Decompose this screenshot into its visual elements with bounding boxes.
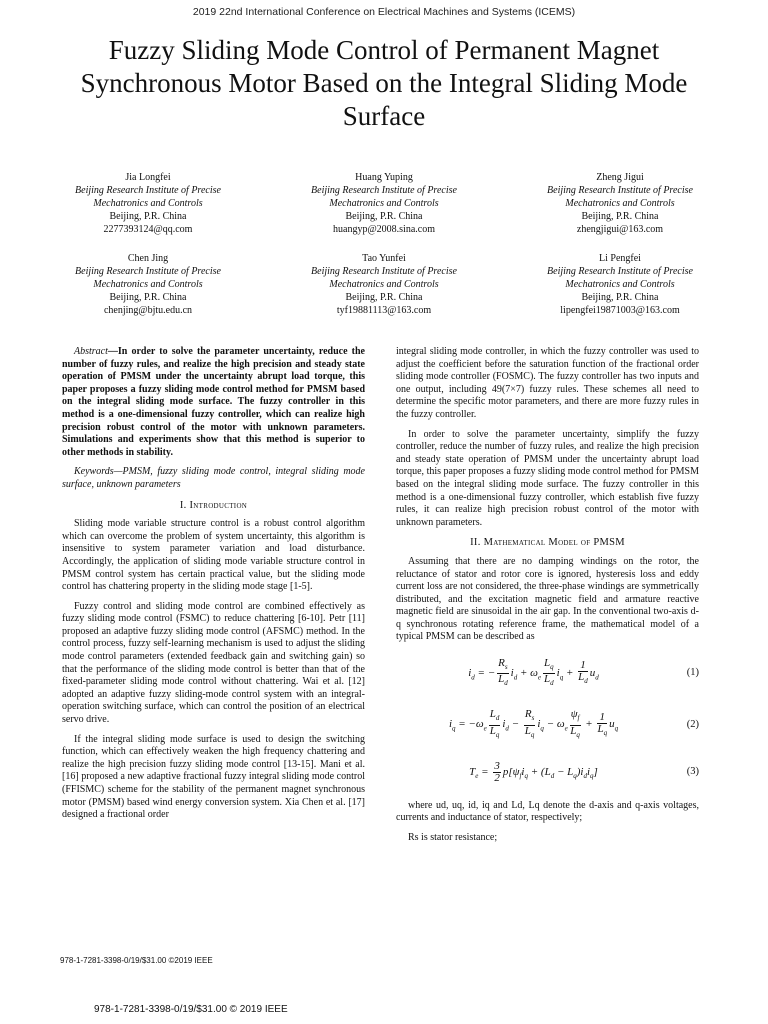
author-block <box>266 171 502 236</box>
author-block <box>30 171 266 236</box>
author-name: Li Pengfei <box>599 253 641 264</box>
equation-number: (1) <box>686 667 699 679</box>
equation-number: (2) <box>686 718 699 730</box>
author-affiliation: Beijing Research Institute of Precise <box>75 266 221 277</box>
abstract <box>62 346 365 459</box>
author-row-2 <box>30 252 738 317</box>
equation-1 <box>396 658 699 689</box>
author-affiliation: Beijing Research Institute of Precise <box>547 185 693 196</box>
paragraph: where ud, uq, id, iq and Ld, Lq denote the d-axis and q-axis voltages, currents and inductance of stator, respectively; <box>396 799 699 824</box>
right-column <box>396 346 699 852</box>
author-row-1 <box>30 171 738 236</box>
equation-body: $i_q = -\omega_e$ $\frac{L_d}{L_q}$ $i_d$ − $\frac{R_s}{L_q}$ $i_q - \omega_e$ $\frac{\psi_f}{L_q}$ + $\frac{1}{L_q}$ $u_q$ <box>448 708 619 739</box>
copyright-footer: 978-1-7281-3398-0/19/$31.00 ©2019 IEEE <box>60 956 213 965</box>
author-location: Beijing, P.R. China <box>109 292 187 303</box>
paragraph: Assuming that there are no damping windings on the rotor, the reluctance of stator and rotor core is ignored, hysteresis loss and eddy current loss are not considered, the three-phase windings are symmetrically distributed, and the excitation magnetic field and armature reactive magnetic field are sinusoidal in the air gap. In the conventional two-axis d-q synchronous rotating reference frame, the mathematical model of a typical PMSM can be described as <box>396 555 699 643</box>
author-email: zhengjigui@163.com <box>576 224 664 235</box>
equation-2 <box>396 709 699 740</box>
conference-header: 2019 22nd International Conference on Electrical Machines and Systems (ICEMS) <box>192 6 576 18</box>
equation-body: $T_e$ = $\frac{3}{2}$ $p[\psi_fi_q + (L_d - L_q)i_di_q]$ <box>469 759 598 784</box>
author-affiliation: Mechatronics and Controls <box>329 279 439 290</box>
author-affiliation: Beijing Research Institute of Precise <box>75 185 221 196</box>
left-column <box>62 346 365 829</box>
equation-3 <box>396 761 699 784</box>
author-affiliation: Beijing Research Institute of Precise <box>311 266 457 277</box>
section-heading-introduction <box>62 500 365 513</box>
author-block <box>502 171 738 236</box>
paragraph: In order to solve the parameter uncertainty, simplify the fuzzy controller, reduce the number of fuzzy rules, and realize the high precision and steady state operation of PMSM under the uncertainty abrupt load torque, this paper proposes a fuzzy sliding mode control method for PMSM based on the integral sliding mode surface. The fuzzy controller in this method is a one-dimensional fuzzy controller, which establish five fuzzy rules, it can realize high precision robust control of the motor with unknown parameters. <box>396 428 699 528</box>
paragraph: Sliding mode variable structure control is a robust control algorithm which can overcome the problem of system uncertainty, this algorithm is insensitive to system parameter variation and load disturbance. Accordingly, the application of sliding mode variable structure control in PMSM control system has certain practical value, but the sliding mode control has chattering property in the sliding mode stage [1-5]. <box>62 518 365 593</box>
paragraph: Fuzzy control and sliding mode control are combined effectively as fuzzy sliding mode control (FSMC) to reduce chattering [6-10]. Petr [11] proposed an adaptive fuzzy sliding mode control (AFSMC) method. In the control process, fuzzy self-learning mechanism is used to adjust the sliding mode control parameters (extended feedback gain and switching gain) so that the performance of the sliding mode control is better than that of the fixed-parameter sliding mode control without chattering. Wai et al. [12] adopted an adaptive fuzzy sliding-mode control system with an integral-operation switching surface, which can control the position of an electrical servo drive. <box>62 600 365 726</box>
section-number: II. <box>470 537 481 549</box>
equation-body: $i_d$ = − $\frac{R_s}{L_d}$ $i_d + \omega_e$ $\frac{L_q}{L_d}$ $i_q$ + $\frac{1}{L_d}$ $u_d$ <box>468 657 599 688</box>
author-name: Zheng Jigui <box>596 172 644 183</box>
author-affiliation: Mechatronics and Controls <box>93 279 203 290</box>
author-name: Jia Longfei <box>125 172 171 183</box>
abstract-lead: Abstract <box>74 346 108 357</box>
author-name: Tao Yunfei <box>362 253 406 264</box>
keywords: Keywords—PMSM, fuzzy sliding mode control, integral sliding mode surface, unknown parameters <box>62 466 365 490</box>
author-affiliation: Mechatronics and Controls <box>565 279 675 290</box>
author-block <box>266 252 502 317</box>
author-email: huangyp@2008.sina.com <box>333 224 435 235</box>
author-location: Beijing, P.R. China <box>345 292 423 303</box>
section-title: Introduction <box>189 499 248 511</box>
abstract-text: —In order to solve the parameter uncertainty, reduce the number of fuzzy rules, and realize the high precision and steady state operation of PMSM under the uncertainty abrupt load torque, this paper proposes a fuzzy sliding mode control method for PMSM based on the integral sliding mode surface. The fuzzy controller in this method is a one-dimensional fuzzy controller, which can realize high precision robust control of the motor with unknown parameters. Simulations and experiments show that this method is superior to other methods in stability. <box>62 346 365 458</box>
author-affiliation: Mechatronics and Controls <box>329 198 439 209</box>
author-name: Huang Yuping <box>355 172 413 183</box>
author-email: lipengfei19871003@163.com <box>560 305 680 316</box>
author-location: Beijing, P.R. China <box>109 211 187 222</box>
paper-title: Fuzzy Sliding Mode Control of Permanent Magnet Synchronous Motor Based on the Integral Sliding Mode Surface <box>80 35 688 131</box>
author-affiliation: Mechatronics and Controls <box>565 198 675 209</box>
section-heading-model <box>396 537 699 550</box>
author-email: 2277393124@qq.com <box>103 224 193 235</box>
section-title: Mathematical Model of PMSM <box>483 537 625 549</box>
author-location: Beijing, P.R. China <box>345 211 423 222</box>
section-number: I. <box>179 499 187 511</box>
author-location: Beijing, P.R. China <box>581 292 659 303</box>
author-affiliation: Mechatronics and Controls <box>93 198 203 209</box>
author-name: Chen Jing <box>127 253 169 264</box>
copyright-footer-bottom: 978-1-7281-3398-0/19/$31.00 © 2019 IEEE <box>94 1004 288 1015</box>
author-email: tyf19881113@163.com <box>336 305 432 316</box>
equation-number: (3) <box>686 766 699 778</box>
author-email: chenjing@bjtu.edu.cn <box>103 305 193 316</box>
author-block <box>502 252 738 317</box>
author-affiliation: Beijing Research Institute of Precise <box>311 185 457 196</box>
author-affiliation: Beijing Research Institute of Precise <box>547 266 693 277</box>
paragraph: If the integral sliding mode surface is used to design the switching function, which can effectively weaken the high frequency chattering and realize the high precision fuzzy sliding mode control [13-15]. Mani et al. [16] proposed a new adaptive fractional fuzzy integral sliding mode control (FFISMC) scheme for the stability of the permanent magnet synchronous motor (PMSM) based wind energy conversion system. Xia Chen et al. [17] designed a fractional order <box>62 733 365 821</box>
author-location: Beijing, P.R. China <box>581 211 659 222</box>
paragraph: Rs is stator resistance; <box>408 832 498 843</box>
paragraph: integral sliding mode controller, in which the fuzzy controller was used to adjust the coefficient before the saturation function of the fractional order sliding mode controller (FOSMC). The fuzzy controller has two inputs and one output, including 49(7×7) fuzzy rules. These schemes all need to determine the specific motor parameters, and there are more fuzzy rules in the fuzzy controller. <box>396 346 699 420</box>
author-block <box>30 252 266 317</box>
